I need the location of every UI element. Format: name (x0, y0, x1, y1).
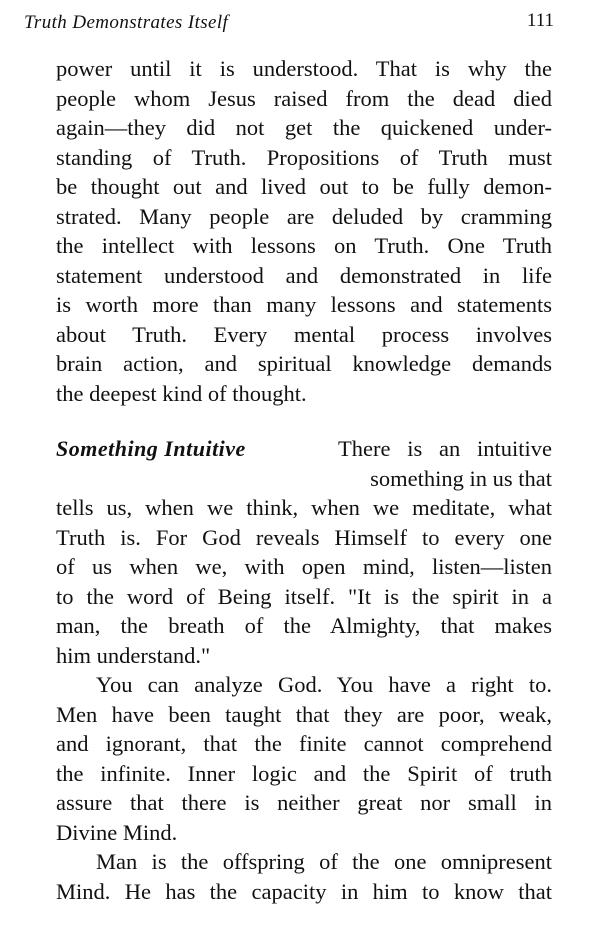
text-line: statement understood and demonstrated in life (56, 262, 552, 288)
text-line: the infinite. Inner logic and the Spirit of truth (56, 760, 552, 786)
text-line: something in us that (370, 465, 552, 491)
section-first-lines (338, 434, 552, 493)
text-line: the intellect with lessons on Truth. One Truth (56, 233, 552, 258)
text-line: standing of Truth. Propositions of Truth must (56, 144, 552, 170)
paragraph-4 (56, 847, 552, 906)
text-line: be thought out and lived out to be fully demon- (56, 174, 552, 199)
text-line: tells us, when we think, when we meditate, what (56, 495, 552, 520)
text-line: man, the breath of the Almighty, that makes (56, 613, 552, 638)
text-line: power until it is understood. That is why the (56, 56, 552, 81)
text-line: Men have been taught that they are poor, weak, (56, 701, 552, 727)
text-line: brain action, and spiritual knowledge demands (56, 351, 552, 376)
text-line: people whom Jesus raised from the dead died (56, 85, 552, 111)
paragraph-2 (56, 493, 552, 670)
text-line: of us when we, with open mind, listen—listen (56, 554, 552, 579)
running-head: Truth Demonstrates Itself (24, 12, 229, 33)
text-line: about Truth. Every mental process involves (56, 321, 552, 347)
page-number: 111 (526, 10, 554, 31)
text-line: again—they did not get the quickened under- (56, 115, 552, 140)
text-line: Truth is. For God reveals Himself to every one (56, 524, 552, 550)
paragraph-1 (56, 54, 552, 408)
text-line: Mind. He has the capacity in him to know that (56, 878, 552, 904)
text-line: and ignorant, that the finite cannot comprehend (56, 731, 552, 756)
text-line: the deepest kind of thought. (56, 380, 307, 406)
text-line: assure that there is neither great nor small in (56, 790, 552, 815)
text-line: him understand." (56, 642, 211, 668)
text-line: There is an intuitive (338, 436, 552, 461)
text-line: is worth more than many lessons and statements (56, 292, 552, 317)
page-header (24, 8, 554, 38)
paragraph-3 (56, 670, 552, 847)
text-line: You can analyze God. You have a right to. (96, 672, 552, 697)
text-line: to the word of Being itself. "It is the spirit in a (56, 583, 552, 609)
text-line: strated. Many people are deluded by cramming (56, 203, 552, 229)
section-heading: Something Intuitive (56, 436, 246, 461)
text-line: Divine Mind. (56, 819, 178, 845)
section-body (56, 493, 552, 906)
text-line: Man is the offspring of the one omnipresent (96, 849, 552, 874)
